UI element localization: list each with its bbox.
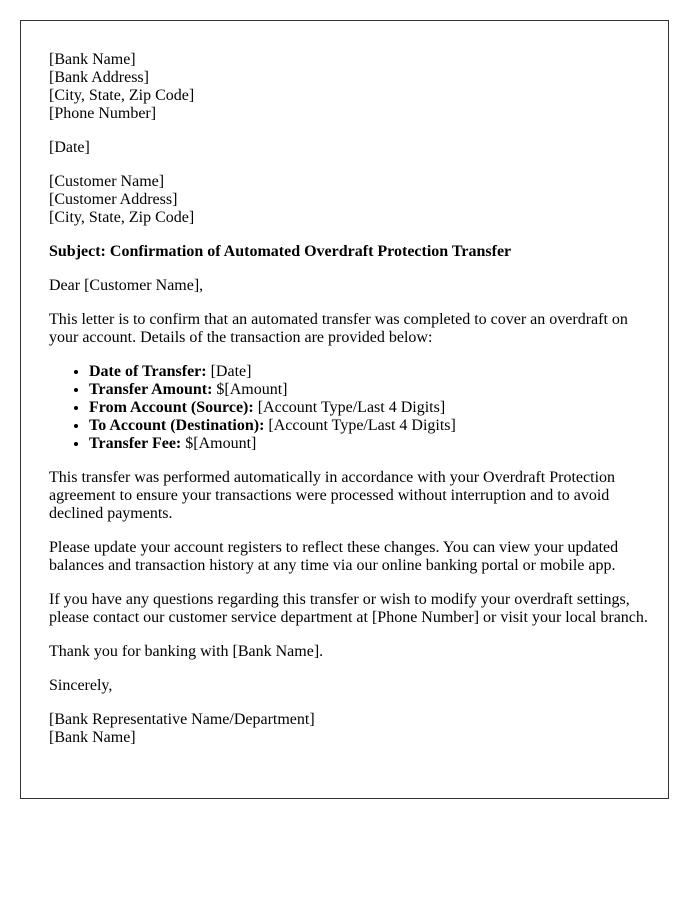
- sender-address: [49, 51, 648, 123]
- contact-paragraph: If you have any questions regarding this transfer or wish to modify your overdraft settings, please contact our customer service department at [Phone Number] or visit your local branch.: [49, 591, 648, 626]
- detail-value: [Date]: [206, 363, 252, 380]
- detail-value: $[Amount]: [181, 435, 257, 452]
- recipient-name: [Customer Name]: [49, 173, 165, 190]
- detail-to-account: [89, 417, 648, 435]
- protection-paragraph: This transfer was performed automatically in accordance with your Overdraft Protection agreement to ensure your transactions were processed without interruption and to avoid declined payments.: [49, 469, 616, 522]
- detail-transfer-fee: [89, 435, 648, 453]
- transfer-details-list: [49, 363, 648, 453]
- detail-label: Transfer Fee:: [89, 435, 182, 452]
- detail-value: [Account Type/Last 4 Digits]: [264, 417, 456, 434]
- detail-date-of-transfer: [89, 363, 648, 381]
- detail-value: [Account Type/Last 4 Digits]: [253, 399, 446, 416]
- sender-bank-name: [Bank Name]: [49, 51, 136, 68]
- detail-transfer-amount: [89, 381, 648, 399]
- sender-bank-address: [Bank Address]: [49, 69, 149, 86]
- recipient-address: [49, 173, 648, 227]
- recipient-city-state-zip: [City, State, Zip Code]: [49, 209, 195, 226]
- update-registers-paragraph: Please update your account registers to reflect these changes. You can view your updated balances and transaction history at any time via our online banking portal or mobile app.: [49, 539, 619, 574]
- closing: Sincerely,: [49, 677, 113, 694]
- signature-bank-name: [Bank Name]: [49, 729, 136, 746]
- sender-city-state-zip: [City, State, Zip Code]: [49, 87, 195, 104]
- letter-date: [Date]: [49, 139, 90, 156]
- intro-paragraph: This letter is to confirm that an automated transfer was completed to cover an overdraft on your account. Details of the transaction are provided below:: [49, 311, 628, 346]
- sender-phone: [Phone Number]: [49, 105, 157, 122]
- detail-label: Date of Transfer:: [89, 363, 207, 380]
- detail-label: To Account (Destination):: [89, 417, 265, 434]
- signature-representative: [Bank Representative Name/Department]: [49, 711, 315, 728]
- detail-value: $[Amount]: [212, 381, 288, 398]
- thank-you-paragraph: Thank you for banking with [Bank Name].: [49, 643, 324, 660]
- recipient-address-line: [Customer Address]: [49, 191, 178, 208]
- detail-label: Transfer Amount:: [89, 381, 213, 398]
- detail-from-account: [89, 399, 648, 417]
- signature-block: [49, 711, 648, 747]
- detail-label: From Account (Source):: [89, 399, 254, 416]
- subject-line: Subject: Confirmation of Automated Overdraft Protection Transfer: [49, 243, 512, 260]
- salutation: Dear [Customer Name],: [49, 277, 204, 294]
- letter-container: [20, 20, 669, 799]
